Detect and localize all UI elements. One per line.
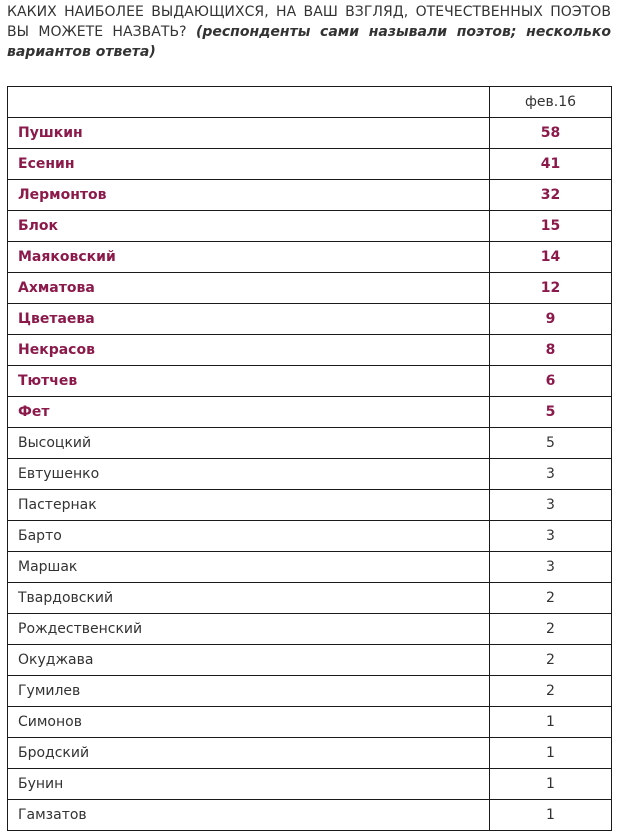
table-row [8,335,612,366]
table-row [8,211,612,242]
table-row [8,366,612,397]
poet-name-cell: Окуджава [8,645,490,676]
poet-value-cell: 9 [490,304,612,335]
poet-value-cell: 3 [490,459,612,490]
poet-name-cell: Тютчев [8,366,490,397]
table-row [8,428,612,459]
table-row [8,769,612,800]
poet-name-cell: Твардовский [8,583,490,614]
poet-value-cell: 2 [490,645,612,676]
poet-value-cell: 12 [490,273,612,304]
question-note: (респонденты сами называли поэтов; несколько вариантов ответа) [7,24,611,60]
poet-value-cell: 2 [490,583,612,614]
poet-value-cell: 2 [490,676,612,707]
table-row [8,490,612,521]
poet-name-cell: Цветаева [8,304,490,335]
poet-name-cell: Барто [8,521,490,552]
poet-value-cell: 6 [490,366,612,397]
survey-question [7,2,611,62]
poet-name-cell: Фет [8,397,490,428]
table-row [8,242,612,273]
poet-value-cell: 1 [490,707,612,738]
poet-name-cell: Рождественский [8,614,490,645]
poet-name-cell: Гамзатов [8,800,490,831]
poet-value-cell: 8 [490,335,612,366]
poet-value-cell: 32 [490,180,612,211]
table-row [8,118,612,149]
poet-value-cell: 1 [490,769,612,800]
table-row [8,180,612,211]
poet-name-cell: Бродский [8,738,490,769]
table-row [8,583,612,614]
poet-value-cell: 58 [490,118,612,149]
poet-name-cell: Некрасов [8,335,490,366]
poet-value-cell: 14 [490,242,612,273]
poet-value-cell: 2 [490,614,612,645]
poet-name-cell: Есенин [8,149,490,180]
poet-value-cell: 1 [490,800,612,831]
table-row [8,521,612,552]
poet-name-cell: Евтушенко [8,459,490,490]
poet-name-cell: Пастернак [8,490,490,521]
poet-name-cell: Гумилев [8,676,490,707]
poet-name-cell: Пушкин [8,118,490,149]
poets-table [7,86,612,831]
poet-value-cell: 5 [490,428,612,459]
table-row [8,273,612,304]
table-row [8,738,612,769]
poet-name-cell: Блок [8,211,490,242]
table-header-row [8,87,612,118]
table-row [8,459,612,490]
poet-name-cell: Высоцкий [8,428,490,459]
poet-name-cell: Маяковский [8,242,490,273]
table-row [8,707,612,738]
table-row [8,304,612,335]
poet-value-cell: 5 [490,397,612,428]
poet-name-cell: Бунин [8,769,490,800]
poets-table-body [8,87,612,831]
poet-name-cell: Лермонтов [8,180,490,211]
table-row [8,800,612,831]
header-period-cell: фев.16 [490,87,612,118]
poet-value-cell: 3 [490,552,612,583]
table-row [8,149,612,180]
poet-name-cell: Ахматова [8,273,490,304]
poet-value-cell: 15 [490,211,612,242]
header-name-cell [8,87,490,118]
poet-value-cell: 1 [490,738,612,769]
table-row [8,676,612,707]
table-row [8,397,612,428]
poet-value-cell: 3 [490,490,612,521]
poet-name-cell: Маршак [8,552,490,583]
poet-name-cell: Симонов [8,707,490,738]
table-row [8,614,612,645]
table-row [8,552,612,583]
table-row [8,645,612,676]
poet-value-cell: 41 [490,149,612,180]
poet-value-cell: 3 [490,521,612,552]
question-text: КАКИХ НАИБОЛЕЕ ВЫДАЮЩИХСЯ, НА ВАШ ВЗГЛЯД, ОТЕЧЕСТВЕННЫХ ПОЭТОВ ВЫ МОЖЕТЕ НАЗВАТЬ? [7,4,611,40]
